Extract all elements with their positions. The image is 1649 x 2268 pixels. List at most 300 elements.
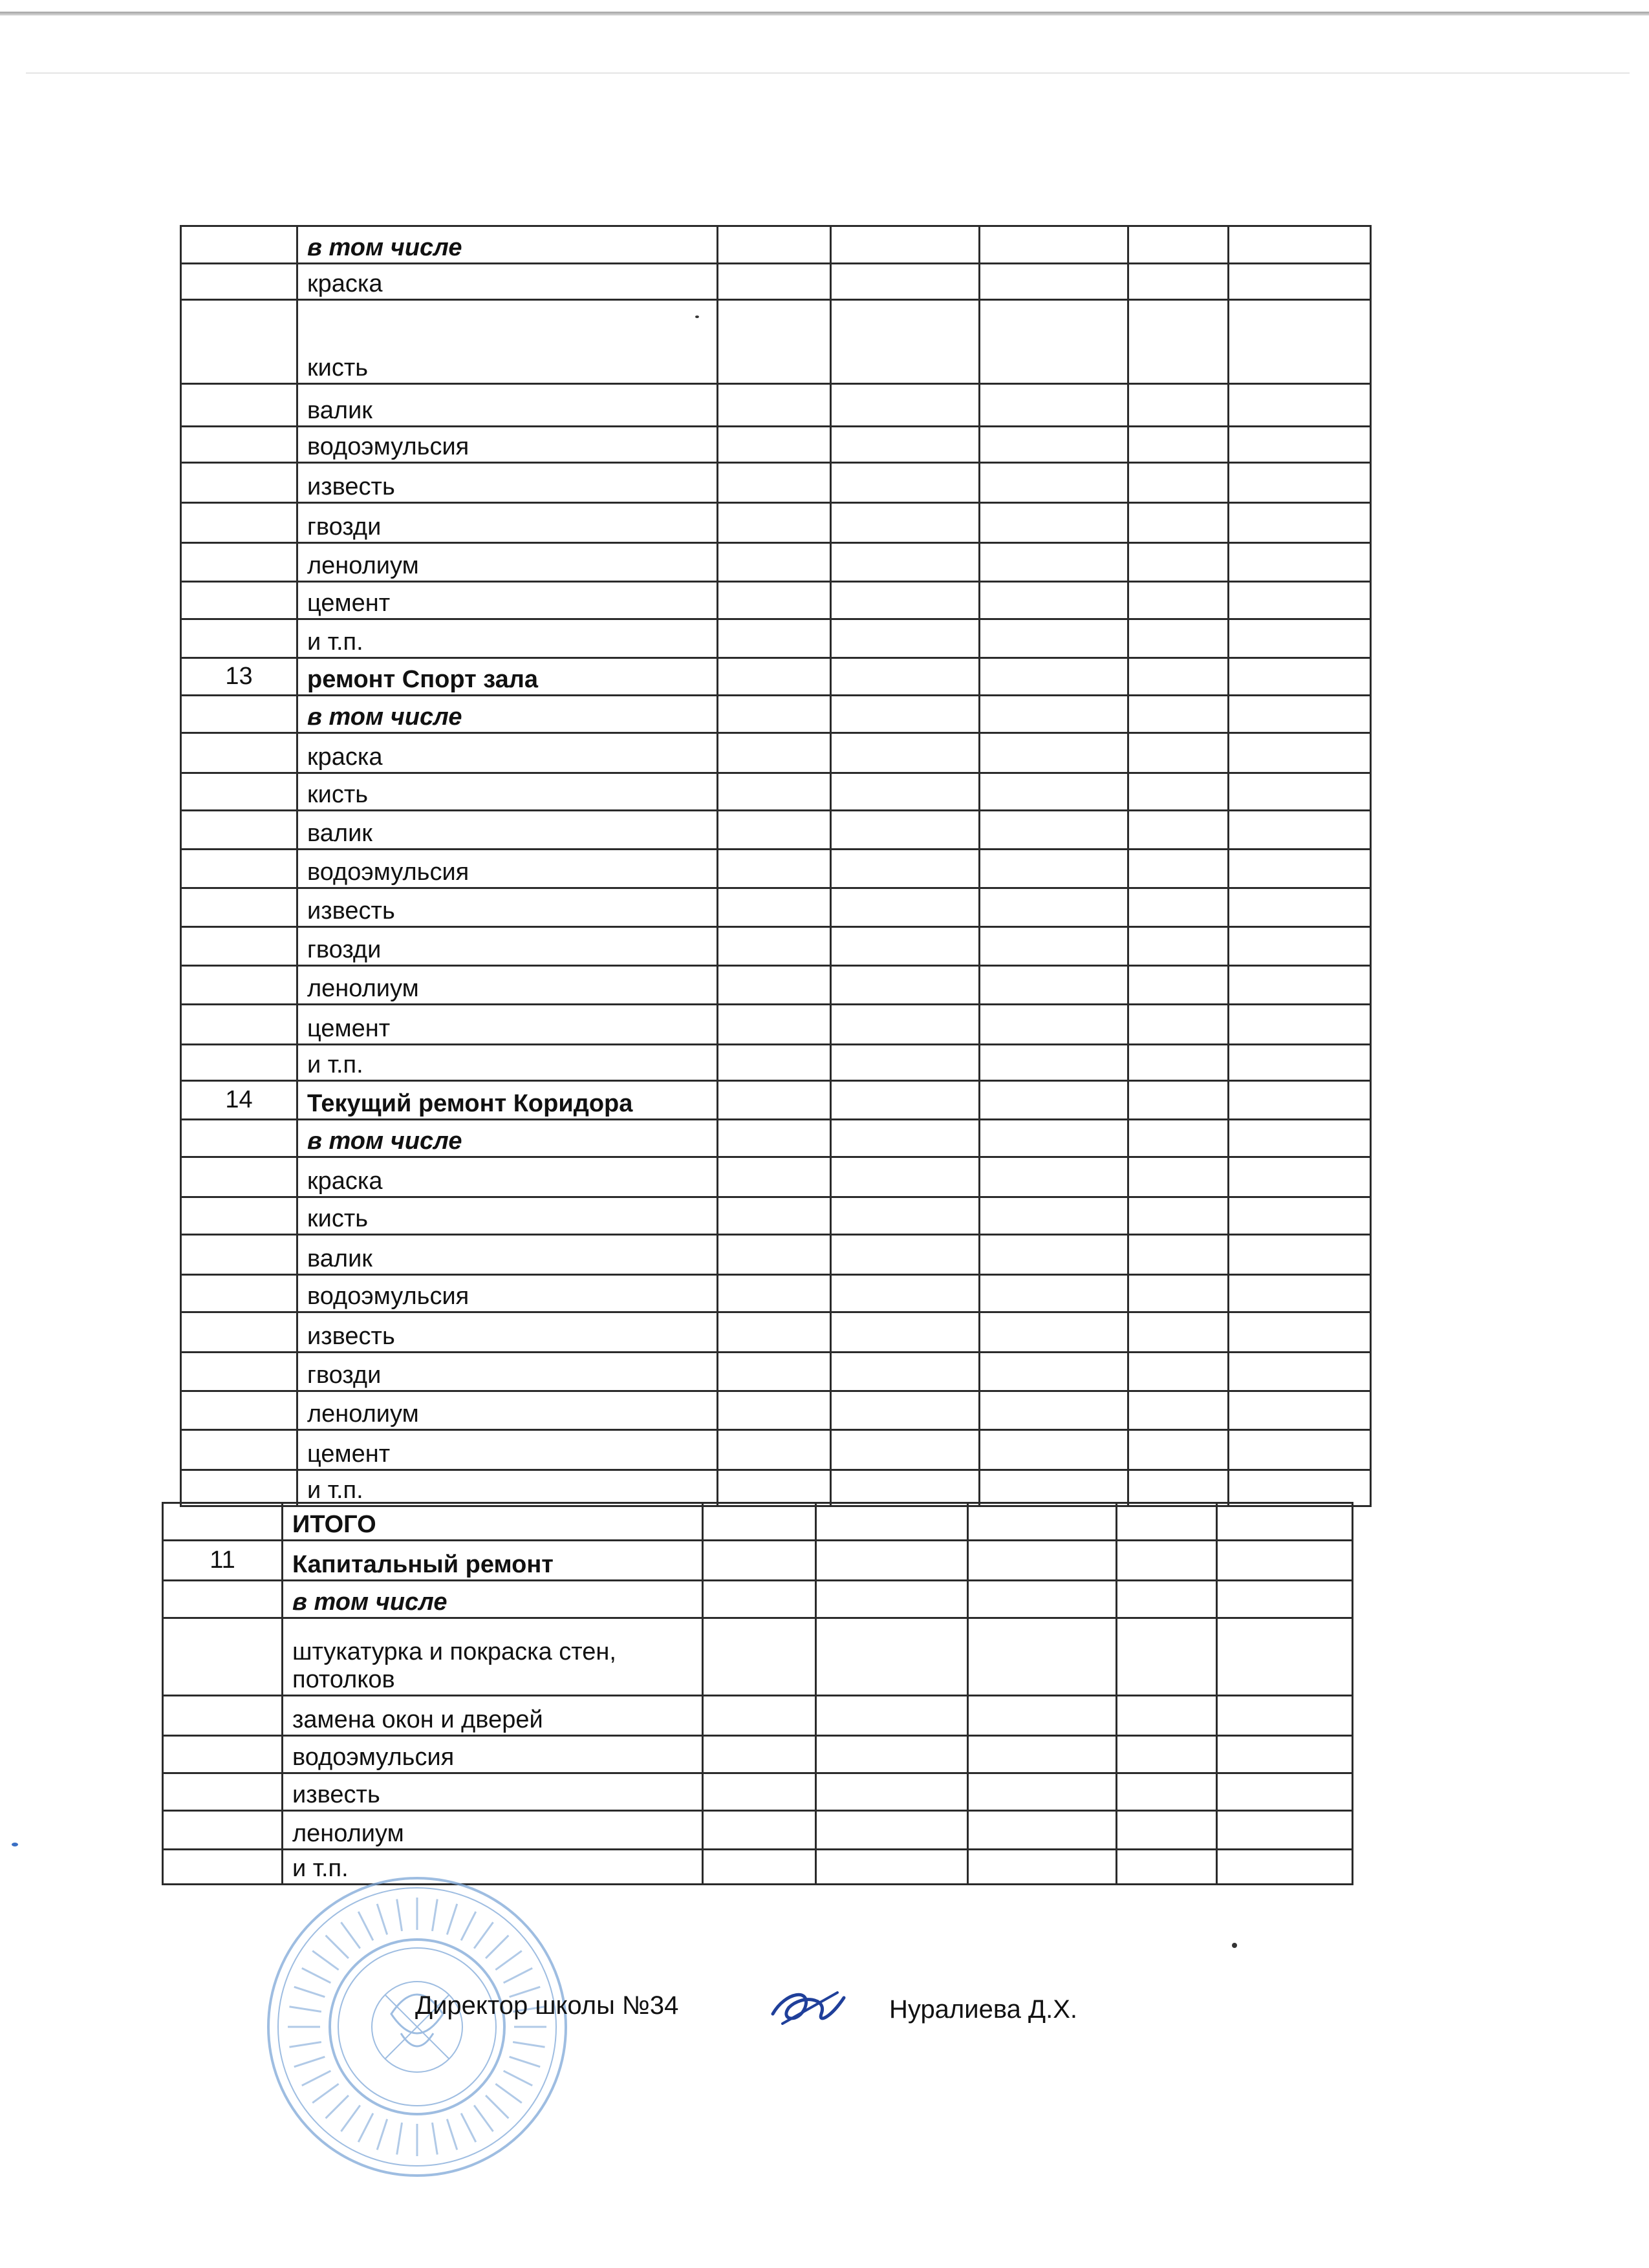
table-row bbox=[181, 773, 1371, 811]
empty-value-cell bbox=[1117, 1696, 1217, 1736]
empty-value-cell bbox=[980, 264, 1128, 300]
row-item-cell: кисть bbox=[297, 1197, 718, 1235]
row-item-cell: и т.п. bbox=[297, 1470, 718, 1506]
empty-value-cell bbox=[980, 226, 1128, 264]
empty-value-cell bbox=[816, 1736, 968, 1773]
empty-value-cell bbox=[831, 1157, 980, 1197]
table-row bbox=[181, 1081, 1371, 1120]
empty-value-cell bbox=[980, 582, 1128, 619]
row-number-cell bbox=[181, 543, 297, 582]
empty-value-cell bbox=[1128, 1470, 1229, 1506]
empty-value-cell bbox=[1128, 1005, 1229, 1045]
empty-value-cell bbox=[1128, 888, 1229, 927]
row-item-cell: валик bbox=[297, 1235, 718, 1275]
empty-value-cell bbox=[980, 696, 1128, 733]
row-number-cell bbox=[163, 1581, 283, 1618]
empty-value-cell bbox=[968, 1503, 1117, 1541]
empty-value-cell bbox=[968, 1811, 1117, 1850]
empty-value-cell bbox=[980, 658, 1128, 696]
table-row bbox=[181, 850, 1371, 888]
empty-value-cell bbox=[831, 811, 980, 850]
empty-value-cell bbox=[980, 427, 1128, 463]
empty-value-cell bbox=[1117, 1541, 1217, 1581]
row-item-cell: водоэмульсия bbox=[297, 1275, 718, 1312]
row-number-cell bbox=[181, 773, 297, 811]
empty-value-cell bbox=[980, 1235, 1128, 1275]
empty-value-cell bbox=[1128, 300, 1229, 384]
row-number-cell bbox=[181, 463, 297, 503]
empty-value-cell bbox=[968, 1541, 1117, 1581]
table-row bbox=[181, 300, 1371, 384]
empty-value-cell bbox=[1128, 1312, 1229, 1353]
empty-value-cell bbox=[1217, 1696, 1353, 1736]
table-row bbox=[181, 733, 1371, 773]
table-row bbox=[181, 463, 1371, 503]
table-row bbox=[181, 1120, 1371, 1157]
empty-value-cell bbox=[968, 1850, 1117, 1885]
table-row bbox=[181, 696, 1371, 733]
row-item-cell: и т.п. bbox=[297, 619, 718, 658]
lower-budget-table bbox=[162, 1502, 1353, 1885]
empty-value-cell bbox=[718, 1353, 831, 1391]
row-number-cell bbox=[181, 733, 297, 773]
empty-value-cell bbox=[703, 1811, 816, 1850]
empty-value-cell bbox=[980, 1120, 1128, 1157]
empty-value-cell bbox=[703, 1696, 816, 1736]
empty-value-cell bbox=[831, 966, 980, 1005]
row-number-cell bbox=[181, 1120, 297, 1157]
empty-value-cell bbox=[1128, 1430, 1229, 1470]
empty-value-cell bbox=[1117, 1736, 1217, 1773]
empty-value-cell bbox=[718, 1235, 831, 1275]
row-number-cell bbox=[181, 503, 297, 543]
empty-value-cell bbox=[968, 1696, 1117, 1736]
empty-value-cell bbox=[831, 1312, 980, 1353]
empty-value-cell bbox=[1229, 888, 1371, 927]
signature-block bbox=[0, 1972, 1649, 2153]
empty-value-cell bbox=[718, 1045, 831, 1081]
empty-value-cell bbox=[1229, 427, 1371, 463]
empty-value-cell bbox=[1229, 503, 1371, 543]
table-row bbox=[163, 1541, 1353, 1581]
table-row bbox=[181, 384, 1371, 427]
empty-value-cell bbox=[831, 1430, 980, 1470]
table-row bbox=[181, 619, 1371, 658]
empty-value-cell bbox=[1128, 733, 1229, 773]
empty-value-cell bbox=[1128, 927, 1229, 966]
row-item-cell: ИТОГО bbox=[283, 1503, 703, 1541]
table-row bbox=[181, 226, 1371, 264]
empty-value-cell bbox=[980, 1081, 1128, 1120]
empty-value-cell bbox=[718, 1197, 831, 1235]
empty-value-cell bbox=[718, 773, 831, 811]
empty-value-cell bbox=[718, 966, 831, 1005]
empty-value-cell bbox=[816, 1541, 968, 1581]
empty-value-cell bbox=[816, 1850, 968, 1885]
empty-value-cell bbox=[1217, 1618, 1353, 1696]
director-name: Нуралиева Д.Х. bbox=[889, 1995, 1078, 2024]
empty-value-cell bbox=[980, 1005, 1128, 1045]
row-item-cell: краска bbox=[297, 1157, 718, 1197]
table-row bbox=[181, 427, 1371, 463]
table-row bbox=[163, 1696, 1353, 1736]
empty-value-cell bbox=[1229, 1235, 1371, 1275]
empty-value-cell bbox=[831, 773, 980, 811]
empty-value-cell bbox=[831, 503, 980, 543]
empty-value-cell bbox=[1128, 1045, 1229, 1081]
empty-value-cell bbox=[718, 264, 831, 300]
handwritten-signature bbox=[766, 1978, 850, 2037]
row-number-cell bbox=[181, 927, 297, 966]
empty-value-cell bbox=[980, 463, 1128, 503]
empty-value-cell bbox=[1229, 850, 1371, 888]
empty-value-cell bbox=[1229, 733, 1371, 773]
empty-value-cell bbox=[1128, 503, 1229, 543]
row-number-cell bbox=[163, 1696, 283, 1736]
row-item-cell: ленолиум bbox=[297, 543, 718, 582]
empty-value-cell bbox=[1229, 1120, 1371, 1157]
row-number-cell: 13 bbox=[181, 658, 297, 696]
empty-value-cell bbox=[980, 1045, 1128, 1081]
empty-value-cell bbox=[1229, 619, 1371, 658]
empty-value-cell bbox=[1128, 582, 1229, 619]
empty-value-cell bbox=[1229, 1197, 1371, 1235]
table-row bbox=[163, 1618, 1353, 1696]
empty-value-cell bbox=[980, 733, 1128, 773]
row-item-cell: ленолиум bbox=[283, 1811, 703, 1850]
row-number-cell bbox=[181, 1275, 297, 1312]
row-item-cell: в том числе bbox=[297, 696, 718, 733]
row-number-cell bbox=[181, 1005, 297, 1045]
row-item-cell: известь bbox=[297, 1312, 718, 1353]
empty-value-cell bbox=[980, 503, 1128, 543]
table-row bbox=[181, 1235, 1371, 1275]
empty-value-cell bbox=[1229, 1045, 1371, 1081]
row-number-cell: 14 bbox=[181, 1081, 297, 1120]
empty-value-cell bbox=[968, 1736, 1117, 1773]
empty-value-cell bbox=[980, 1312, 1128, 1353]
empty-value-cell bbox=[1229, 1081, 1371, 1120]
empty-value-cell bbox=[718, 658, 831, 696]
row-item-cell: Текущий ремонт Коридора bbox=[297, 1081, 718, 1120]
row-number-cell bbox=[181, 696, 297, 733]
empty-value-cell bbox=[1229, 543, 1371, 582]
empty-value-cell bbox=[1128, 1235, 1229, 1275]
empty-value-cell bbox=[831, 1120, 980, 1157]
empty-value-cell bbox=[1229, 1005, 1371, 1045]
row-item-cell: в том числе bbox=[297, 1120, 718, 1157]
empty-value-cell bbox=[831, 1275, 980, 1312]
empty-value-cell bbox=[718, 582, 831, 619]
row-number-cell bbox=[181, 811, 297, 850]
empty-value-cell bbox=[718, 696, 831, 733]
empty-value-cell bbox=[703, 1773, 816, 1811]
empty-value-cell bbox=[968, 1773, 1117, 1811]
empty-value-cell bbox=[831, 850, 980, 888]
row-item-cell: гвозди bbox=[297, 503, 718, 543]
row-item-cell: и т.п. bbox=[283, 1850, 703, 1885]
empty-value-cell bbox=[1229, 966, 1371, 1005]
empty-value-cell bbox=[718, 1275, 831, 1312]
row-item-cell: кисть bbox=[297, 300, 718, 384]
empty-value-cell bbox=[1128, 543, 1229, 582]
empty-value-cell bbox=[1217, 1811, 1353, 1850]
empty-value-cell bbox=[980, 811, 1128, 850]
empty-value-cell bbox=[980, 543, 1128, 582]
row-item-cell: краска bbox=[297, 264, 718, 300]
row-item-cell: водоэмульсия bbox=[297, 427, 718, 463]
empty-value-cell bbox=[980, 1275, 1128, 1312]
table-row bbox=[163, 1581, 1353, 1618]
empty-value-cell bbox=[980, 1197, 1128, 1235]
row-number-cell bbox=[181, 1235, 297, 1275]
empty-value-cell bbox=[816, 1696, 968, 1736]
row-item-cell: цемент bbox=[297, 1005, 718, 1045]
row-item-cell: известь bbox=[283, 1773, 703, 1811]
row-item-cell: валик bbox=[297, 384, 718, 427]
empty-value-cell bbox=[1229, 696, 1371, 733]
empty-value-cell bbox=[1217, 1541, 1353, 1581]
empty-value-cell bbox=[831, 1197, 980, 1235]
table-row bbox=[181, 1312, 1371, 1353]
empty-value-cell bbox=[831, 427, 980, 463]
empty-value-cell bbox=[703, 1503, 816, 1541]
empty-value-cell bbox=[718, 927, 831, 966]
row-number-cell bbox=[181, 300, 297, 384]
empty-value-cell bbox=[816, 1581, 968, 1618]
table-row bbox=[163, 1503, 1353, 1541]
empty-value-cell bbox=[1117, 1503, 1217, 1541]
empty-value-cell bbox=[703, 1581, 816, 1618]
empty-value-cell bbox=[718, 733, 831, 773]
empty-value-cell bbox=[1229, 1353, 1371, 1391]
empty-value-cell bbox=[816, 1618, 968, 1696]
empty-value-cell bbox=[718, 300, 831, 384]
empty-value-cell bbox=[718, 1312, 831, 1353]
row-number-cell bbox=[181, 264, 297, 300]
empty-value-cell bbox=[980, 927, 1128, 966]
table-row bbox=[181, 543, 1371, 582]
row-number-cell bbox=[163, 1773, 283, 1811]
row-number-cell bbox=[163, 1736, 283, 1773]
empty-value-cell bbox=[1217, 1581, 1353, 1618]
empty-value-cell bbox=[831, 888, 980, 927]
row-item-cell: известь bbox=[297, 463, 718, 503]
empty-value-cell bbox=[1128, 1353, 1229, 1391]
empty-value-cell bbox=[1217, 1850, 1353, 1885]
empty-value-cell bbox=[1128, 384, 1229, 427]
empty-value-cell bbox=[718, 811, 831, 850]
table-row bbox=[181, 1391, 1371, 1430]
empty-value-cell bbox=[1117, 1581, 1217, 1618]
empty-value-cell bbox=[718, 1391, 831, 1430]
row-item-cell: краска bbox=[297, 733, 718, 773]
empty-value-cell bbox=[980, 1157, 1128, 1197]
table-row bbox=[163, 1773, 1353, 1811]
row-item-cell: гвозди bbox=[297, 927, 718, 966]
empty-value-cell bbox=[1128, 1275, 1229, 1312]
empty-value-cell bbox=[718, 1005, 831, 1045]
empty-value-cell bbox=[1229, 1430, 1371, 1470]
table-row bbox=[181, 503, 1371, 543]
empty-value-cell bbox=[980, 888, 1128, 927]
row-item-cell: ремонт Спорт зала bbox=[297, 658, 718, 696]
row-item-cell: цемент bbox=[297, 1430, 718, 1470]
empty-value-cell bbox=[980, 1391, 1128, 1430]
row-number-cell bbox=[163, 1618, 283, 1696]
row-number-cell bbox=[163, 1811, 283, 1850]
empty-value-cell bbox=[831, 1391, 980, 1430]
scan-fold-line bbox=[26, 72, 1630, 74]
upper-budget-table bbox=[180, 225, 1372, 1507]
empty-value-cell bbox=[831, 1235, 980, 1275]
director-title: Директор школы №34 bbox=[415, 1991, 679, 2020]
row-item-cell: и т.п. bbox=[297, 1045, 718, 1081]
empty-value-cell bbox=[1229, 463, 1371, 503]
row-item-cell: водоэмульсия bbox=[283, 1736, 703, 1773]
empty-value-cell bbox=[1128, 966, 1229, 1005]
empty-value-cell bbox=[831, 658, 980, 696]
empty-value-cell bbox=[980, 384, 1128, 427]
empty-value-cell bbox=[980, 1470, 1128, 1506]
row-number-cell bbox=[181, 582, 297, 619]
table-row bbox=[181, 1430, 1371, 1470]
empty-value-cell bbox=[816, 1503, 968, 1541]
empty-value-cell bbox=[1229, 1312, 1371, 1353]
empty-value-cell bbox=[1128, 619, 1229, 658]
empty-value-cell bbox=[980, 1430, 1128, 1470]
empty-value-cell bbox=[1229, 811, 1371, 850]
empty-value-cell bbox=[703, 1850, 816, 1885]
empty-value-cell bbox=[980, 773, 1128, 811]
empty-value-cell bbox=[718, 503, 831, 543]
row-number-cell bbox=[181, 384, 297, 427]
empty-value-cell bbox=[831, 1081, 980, 1120]
row-number-cell bbox=[181, 1430, 297, 1470]
empty-value-cell bbox=[1128, 658, 1229, 696]
empty-value-cell bbox=[980, 850, 1128, 888]
row-item-cell: цемент bbox=[297, 582, 718, 619]
table-row bbox=[181, 1275, 1371, 1312]
empty-value-cell bbox=[718, 384, 831, 427]
empty-value-cell bbox=[831, 543, 980, 582]
empty-value-cell bbox=[816, 1811, 968, 1850]
empty-value-cell bbox=[831, 1470, 980, 1506]
row-number-cell bbox=[181, 427, 297, 463]
empty-value-cell bbox=[1128, 264, 1229, 300]
empty-value-cell bbox=[1128, 811, 1229, 850]
empty-value-cell bbox=[831, 582, 980, 619]
row-item-cell: валик bbox=[297, 811, 718, 850]
empty-value-cell bbox=[831, 927, 980, 966]
table-row bbox=[163, 1736, 1353, 1773]
row-number-cell bbox=[181, 1470, 297, 1506]
empty-value-cell bbox=[968, 1618, 1117, 1696]
empty-value-cell bbox=[1229, 384, 1371, 427]
empty-value-cell bbox=[1117, 1811, 1217, 1850]
empty-value-cell bbox=[1128, 1081, 1229, 1120]
row-number-cell bbox=[181, 1312, 297, 1353]
row-number-cell: 11 bbox=[163, 1541, 283, 1581]
empty-value-cell bbox=[831, 226, 980, 264]
empty-value-cell bbox=[1128, 427, 1229, 463]
table-row bbox=[181, 888, 1371, 927]
row-item-cell: водоэмульсия bbox=[297, 850, 718, 888]
empty-value-cell bbox=[1229, 927, 1371, 966]
table-row bbox=[181, 927, 1371, 966]
empty-value-cell bbox=[1128, 1120, 1229, 1157]
empty-value-cell bbox=[1128, 1391, 1229, 1430]
empty-value-cell bbox=[1117, 1773, 1217, 1811]
empty-value-cell bbox=[718, 850, 831, 888]
empty-value-cell bbox=[1128, 1197, 1229, 1235]
empty-value-cell bbox=[1229, 264, 1371, 300]
empty-value-cell bbox=[1128, 463, 1229, 503]
empty-value-cell bbox=[718, 543, 831, 582]
row-number-cell bbox=[181, 850, 297, 888]
empty-value-cell bbox=[718, 226, 831, 264]
empty-value-cell bbox=[831, 1005, 980, 1045]
table-row bbox=[181, 966, 1371, 1005]
empty-value-cell bbox=[831, 264, 980, 300]
empty-value-cell bbox=[1217, 1503, 1353, 1541]
table-row bbox=[181, 1157, 1371, 1197]
empty-value-cell bbox=[718, 1430, 831, 1470]
empty-value-cell bbox=[831, 733, 980, 773]
empty-value-cell bbox=[1229, 1470, 1371, 1506]
empty-value-cell bbox=[1229, 773, 1371, 811]
scan-edge-shadow bbox=[0, 12, 1649, 16]
empty-value-cell bbox=[703, 1618, 816, 1696]
empty-value-cell bbox=[980, 619, 1128, 658]
row-item-cell: ленолиум bbox=[297, 1391, 718, 1430]
scan-speck bbox=[1232, 1943, 1237, 1948]
empty-value-cell bbox=[718, 1120, 831, 1157]
table-row bbox=[181, 1005, 1371, 1045]
row-number-cell bbox=[181, 1197, 297, 1235]
empty-value-cell bbox=[718, 427, 831, 463]
empty-value-cell bbox=[1217, 1736, 1353, 1773]
empty-value-cell bbox=[831, 463, 980, 503]
empty-value-cell bbox=[1229, 1391, 1371, 1430]
empty-value-cell bbox=[831, 1045, 980, 1081]
empty-value-cell bbox=[1229, 1157, 1371, 1197]
empty-value-cell bbox=[1128, 696, 1229, 733]
row-item-cell: ленолиум bbox=[297, 966, 718, 1005]
empty-value-cell bbox=[1229, 658, 1371, 696]
empty-value-cell bbox=[980, 966, 1128, 1005]
table-row bbox=[181, 1045, 1371, 1081]
row-item-cell: замена окон и дверей bbox=[283, 1696, 703, 1736]
empty-value-cell bbox=[831, 619, 980, 658]
empty-value-cell bbox=[1128, 850, 1229, 888]
empty-value-cell bbox=[1229, 1275, 1371, 1312]
row-number-cell bbox=[181, 1391, 297, 1430]
table-row bbox=[181, 1353, 1371, 1391]
table-row bbox=[181, 582, 1371, 619]
row-item-cell: в том числе bbox=[283, 1581, 703, 1618]
table-row bbox=[163, 1811, 1353, 1850]
table-row bbox=[181, 264, 1371, 300]
empty-value-cell bbox=[1217, 1773, 1353, 1811]
row-item-cell: известь bbox=[297, 888, 718, 927]
empty-value-cell bbox=[1229, 582, 1371, 619]
empty-value-cell bbox=[1117, 1850, 1217, 1885]
row-number-cell bbox=[181, 1157, 297, 1197]
scan-speck bbox=[695, 316, 699, 318]
row-number-cell bbox=[181, 226, 297, 264]
empty-value-cell bbox=[831, 1353, 980, 1391]
